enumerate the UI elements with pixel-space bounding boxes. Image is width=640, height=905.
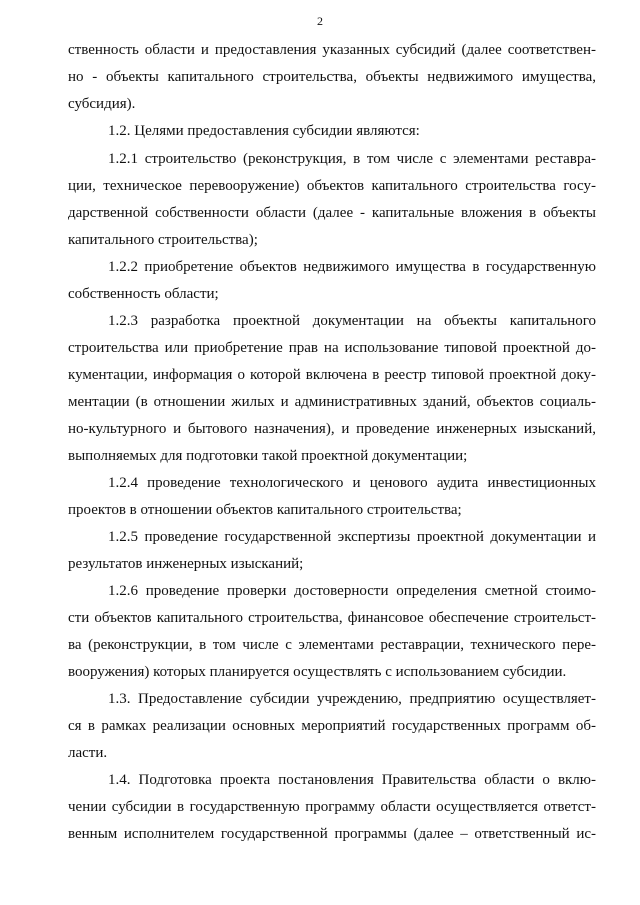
text-line: субсидия).: [68, 96, 136, 112]
text-line: ственность области и предоставления указанных субсидий (далее соответствен-: [68, 42, 596, 58]
text-line: чении субсидии в государственную программу области осуществляется ответст-: [68, 799, 596, 815]
text-line: 1.2.3 разработка проектной документации на объекты капитального: [108, 313, 596, 329]
text-line: 1.2.5 проведение государственной экспертизы проектной документации и: [108, 529, 596, 545]
text-line: строительства или приобретение прав на использование типовой проектной до-: [68, 340, 596, 356]
text-line: собственность области;: [68, 286, 219, 302]
text-line: ва (реконструкции, в том числе с элементами реставрации, технического пере-: [68, 637, 596, 653]
text-line: 1.2.6 проведение проверки достоверности определения сметной стоимо-: [108, 583, 596, 599]
text-line: ся в рамках реализации основных мероприятий государственных программ об-: [68, 718, 596, 734]
text-line: 1.2.2 приобретение объектов недвижимого имущества в государственную: [108, 259, 596, 275]
text-line: но-культурного и бытового назначения), и проведение инженерных изысканий,: [68, 421, 596, 437]
text-line: 1.3. Предоставление субсидии учреждению, предприятию осуществляет-: [108, 691, 596, 707]
text-line: 1.2.1 строительство (реконструкция, в том числе с элементами реставра-: [108, 151, 596, 167]
text-line: капитального строительства);: [68, 232, 258, 248]
text-line: выполняемых для подготовки такой проектной документации;: [68, 448, 468, 464]
page-number: 2: [317, 14, 323, 28]
text-line: 1.2. Целями предоставления субсидии являются:: [108, 123, 420, 139]
text-line: вооружения) которых планируется осуществлять с использованием субсидии.: [68, 664, 567, 680]
text-line: проектов в отношении объектов капитального строительства;: [68, 502, 462, 518]
text-line: результатов инженерных изысканий;: [68, 556, 304, 572]
text-line: но - объекты капитального строительства, объекты недвижимого имущества,: [68, 69, 596, 85]
text-line: 1.2.4 проведение технологического и ценового аудита инвестиционных: [108, 475, 596, 491]
text-line: кументации, информация о которой включена в реестр типовой проектной доку-: [68, 367, 596, 383]
text-line: ции, техническое перевооружение) объектов капитального строительства госу-: [68, 178, 596, 194]
text-line: ментации (в отношении жилых и административных зданий, объектов социаль-: [68, 394, 596, 410]
text-line: ласти.: [68, 745, 108, 761]
text-line: дарственной собственности области (далее - капитальные вложения в объекты: [68, 205, 596, 221]
text-line: 1.4. Подготовка проекта постановления Правительства области о вклю-: [108, 772, 596, 788]
text-line: сти объектов капитального строительства, финансовое обеспечение строительст-: [68, 610, 596, 626]
text-line: венным исполнителем государственной программы (далее – ответственный ис-: [68, 826, 596, 842]
